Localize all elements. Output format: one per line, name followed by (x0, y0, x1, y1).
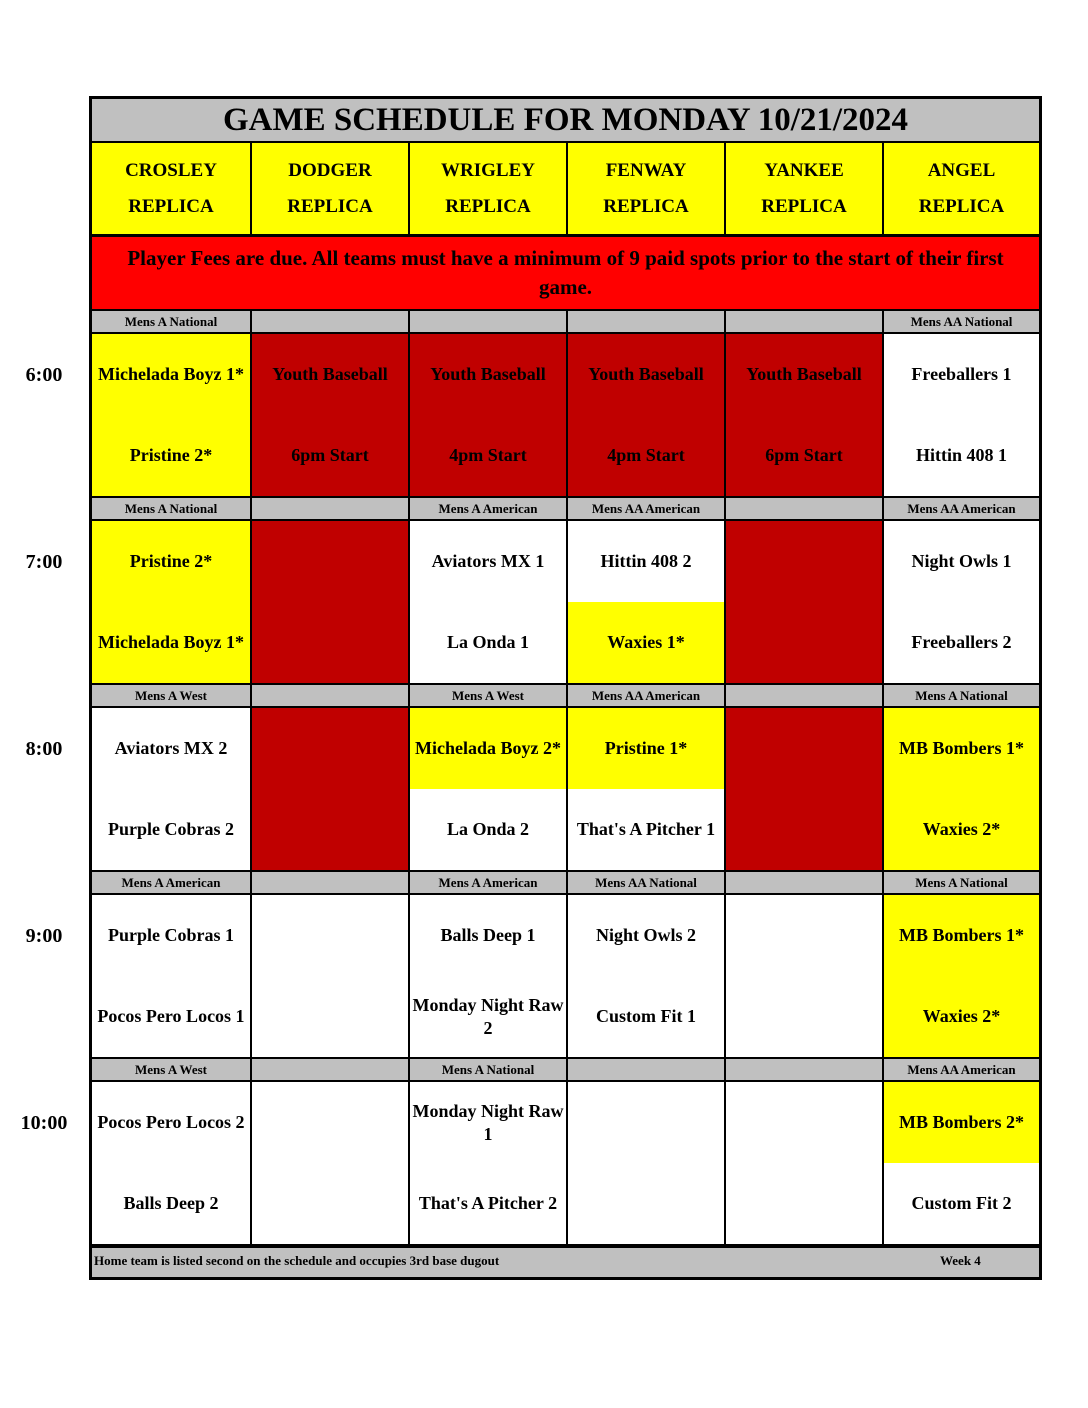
home-team: 6pm Start (252, 415, 408, 496)
division-label: Mens A National (92, 311, 250, 332)
away-team (252, 708, 408, 789)
home-team (726, 1163, 882, 1244)
away-team (252, 895, 408, 976)
game-cell (410, 708, 566, 870)
division-label: Mens A National (410, 1059, 566, 1080)
away-team: Pocos Pero Locos 2 (92, 1082, 250, 1163)
home-team: Hittin 408 1 (884, 415, 1039, 496)
field-subtitle: REPLICA (761, 195, 847, 217)
schedule-table (89, 96, 1042, 1280)
home-team: Monday Night Raw 2 (410, 976, 566, 1057)
division-label (252, 498, 408, 519)
away-team: Pristine 2* (92, 521, 250, 602)
game-cell (726, 1082, 882, 1244)
away-team: Purple Cobras 1 (92, 895, 250, 976)
division-label: Mens A West (410, 685, 566, 706)
game-cell (92, 895, 250, 1057)
division-label (252, 311, 408, 332)
game-cell (92, 521, 250, 683)
away-team: Aviators MX 1 (410, 521, 566, 602)
away-team: Youth Baseball (410, 334, 566, 415)
home-team: Waxies 2* (884, 789, 1039, 870)
game-cell (410, 895, 566, 1057)
away-team (568, 1082, 724, 1163)
game-cell (410, 521, 566, 683)
field-name: CROSLEY (125, 159, 217, 181)
home-team: Balls Deep 2 (92, 1163, 250, 1244)
away-team: MB Bombers 2* (884, 1082, 1039, 1163)
player-fees-notice: Player Fees are due. All teams must have a minimum of 9 paid spots prior to the start of their first game. (92, 237, 1039, 309)
away-team (726, 1082, 882, 1163)
home-team: Waxies 1* (568, 602, 724, 683)
away-team: Youth Baseball (726, 334, 882, 415)
away-team (726, 895, 882, 976)
game-cell (92, 334, 250, 496)
division-row (92, 685, 1039, 706)
away-team: Hittin 408 2 (568, 521, 724, 602)
away-team: Monday Night Raw 1 (410, 1082, 566, 1163)
time-label: 10:00 (20, 1112, 68, 1134)
field-name: WRIGLEY (441, 159, 535, 181)
home-team (726, 602, 882, 683)
home-team: That's A Pitcher 2 (410, 1163, 566, 1244)
game-cell (568, 1082, 724, 1244)
away-team: Michelada Boyz 1* (92, 334, 250, 415)
away-team: Pristine 1* (568, 708, 724, 789)
game-row (92, 1082, 1039, 1244)
division-label (726, 1059, 882, 1080)
home-team: Pristine 2* (92, 415, 250, 496)
schedule-title: GAME SCHEDULE FOR MONDAY 10/21/2024 (92, 99, 1039, 141)
home-team (252, 602, 408, 683)
home-team (726, 789, 882, 870)
division-label (410, 311, 566, 332)
home-team: 6pm Start (726, 415, 882, 496)
away-team: MB Bombers 1* (884, 895, 1039, 976)
division-label (726, 498, 882, 519)
division-label: Mens A National (884, 685, 1039, 706)
away-team: Aviators MX 2 (92, 708, 250, 789)
game-cell (92, 708, 250, 870)
field-header-crosley (92, 143, 250, 234)
away-team (252, 521, 408, 602)
home-team (252, 1163, 408, 1244)
field-header-row (92, 143, 1039, 234)
field-subtitle: REPLICA (128, 195, 214, 217)
home-team: That's A Pitcher 1 (568, 789, 724, 870)
division-label: Mens AA American (884, 498, 1039, 519)
away-team: Freeballers 1 (884, 334, 1039, 415)
division-label: Mens AA National (568, 872, 724, 893)
time-label: 7:00 (25, 551, 63, 573)
game-cell (410, 1082, 566, 1244)
field-header-yankee (726, 143, 882, 234)
division-label (252, 685, 408, 706)
division-label: Mens A American (410, 872, 566, 893)
time-label: 6:00 (25, 364, 63, 386)
field-header-fenway (568, 143, 724, 234)
game-cell (884, 1082, 1039, 1244)
field-subtitle: REPLICA (287, 195, 373, 217)
week-label: Week 4 (940, 1253, 981, 1268)
field-subtitle: REPLICA (918, 195, 1005, 217)
away-team: MB Bombers 1* (884, 708, 1039, 789)
home-team: 4pm Start (568, 415, 724, 496)
game-cell (884, 521, 1039, 683)
division-label (252, 1059, 408, 1080)
game-cell (568, 895, 724, 1057)
game-cell (252, 521, 408, 683)
field-subtitle: REPLICA (445, 195, 531, 217)
footer-row (92, 1248, 1039, 1277)
division-label: Mens A National (884, 872, 1039, 893)
game-cell (252, 1082, 408, 1244)
game-cell (568, 334, 724, 496)
home-team (252, 789, 408, 870)
game-cell (568, 521, 724, 683)
division-row (92, 1059, 1039, 1080)
home-team: Custom Fit 1 (568, 976, 724, 1057)
home-team-note: Home team is listed second on the schedule and occupies 3rd base dugout (94, 1253, 500, 1268)
home-team: Custom Fit 2 (884, 1163, 1039, 1244)
game-cell (92, 1082, 250, 1244)
division-row (92, 872, 1039, 893)
division-row (92, 498, 1039, 519)
game-cell (726, 708, 882, 870)
game-cell (884, 895, 1039, 1057)
time-label: 9:00 (25, 925, 63, 947)
away-team (726, 521, 882, 602)
home-team: 4pm Start (410, 415, 566, 496)
away-team (726, 708, 882, 789)
game-cell (884, 708, 1039, 870)
division-label: Mens A West (92, 685, 250, 706)
division-label (726, 311, 882, 332)
home-team: Purple Cobras 2 (92, 789, 250, 870)
game-cell (726, 895, 882, 1057)
field-name: ANGEL (927, 159, 996, 181)
game-cell (726, 521, 882, 683)
game-row (92, 334, 1039, 496)
field-name: FENWAY (605, 159, 687, 181)
away-team: Youth Baseball (568, 334, 724, 415)
home-team (568, 1163, 724, 1244)
field-name: YANKEE (764, 159, 844, 181)
game-row (92, 895, 1039, 1057)
game-cell (410, 334, 566, 496)
away-team (252, 1082, 408, 1163)
division-label: Mens A West (92, 1059, 250, 1080)
division-label: Mens AA National (884, 311, 1039, 332)
away-team: Night Owls 2 (568, 895, 724, 976)
away-team: Balls Deep 1 (410, 895, 566, 976)
division-row (92, 311, 1039, 332)
home-team: La Onda 2 (410, 789, 566, 870)
division-label: Mens AA American (568, 685, 724, 706)
away-team: Night Owls 1 (884, 521, 1039, 602)
home-team: Freeballers 2 (884, 602, 1039, 683)
home-team (252, 976, 408, 1057)
game-cell (252, 334, 408, 496)
away-team: Michelada Boyz 2* (410, 708, 566, 789)
field-subtitle: REPLICA (603, 195, 689, 217)
home-team (726, 976, 882, 1057)
home-team: Pocos Pero Locos 1 (92, 976, 250, 1057)
game-cell (568, 708, 724, 870)
home-team: La Onda 1 (410, 602, 566, 683)
game-cell (252, 708, 408, 870)
home-team: Waxies 2* (884, 976, 1039, 1057)
division-label (252, 872, 408, 893)
game-row (92, 708, 1039, 870)
field-name: DODGER (288, 159, 372, 181)
division-label (568, 311, 724, 332)
division-label (568, 1059, 724, 1080)
field-header-wrigley (410, 143, 566, 234)
field-header-dodger (252, 143, 408, 234)
division-label: Mens AA American (568, 498, 724, 519)
division-label: Mens A American (92, 872, 250, 893)
field-header-angel (884, 143, 1039, 234)
division-label (726, 872, 882, 893)
division-label: Mens AA American (884, 1059, 1039, 1080)
game-cell (252, 895, 408, 1057)
division-label: Mens A National (92, 498, 250, 519)
home-team: Michelada Boyz 1* (92, 602, 250, 683)
time-label: 8:00 (25, 738, 63, 760)
division-label (726, 685, 882, 706)
game-row (92, 521, 1039, 683)
away-team: Youth Baseball (252, 334, 408, 415)
game-cell (726, 334, 882, 496)
division-label: Mens A American (410, 498, 566, 519)
game-cell (884, 334, 1039, 496)
